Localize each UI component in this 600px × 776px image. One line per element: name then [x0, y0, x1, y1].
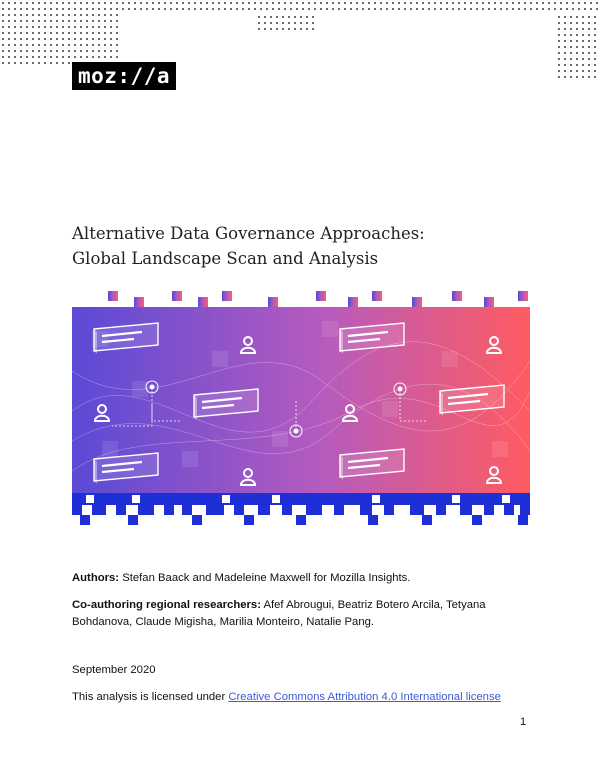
- authors-label: Authors:: [72, 572, 120, 584]
- license-prefix: This analysis is licensed under: [72, 691, 229, 703]
- dot-pattern-right: [556, 14, 600, 78]
- title-line-2: Global Landscape Scan and Analysis: [72, 249, 379, 268]
- dot-pattern-mid: [256, 14, 316, 32]
- mozilla-logo: moz://a: [72, 62, 176, 90]
- dot-pattern-top: [120, 0, 600, 14]
- hero-illustration: [72, 291, 530, 531]
- dot-pattern-left: [0, 0, 120, 64]
- title-line-1: Alternative Data Governance Approaches:: [72, 224, 425, 243]
- coauthors-paragraph: [72, 597, 532, 631]
- authors-paragraph: [72, 570, 532, 587]
- coauthors-label: Co-authoring regional researchers:: [72, 599, 261, 611]
- authors-text: Stefan Baack and Madeleine Maxwell for Mozilla Insights.: [119, 572, 411, 584]
- document-title: [72, 221, 425, 271]
- page-number: 1: [520, 716, 527, 728]
- license-paragraph: [72, 689, 532, 706]
- license-link[interactable]: Creative Commons Attribution 4.0 International license: [228, 691, 501, 703]
- coauthors-text: Afef Abrougui, Beatriz Botero Arcila, Tetyana Bohdanova, Claude Migisha, Marilia Monteiro, Natalie Pang.: [72, 599, 486, 628]
- publication-date: September 2020: [72, 664, 156, 676]
